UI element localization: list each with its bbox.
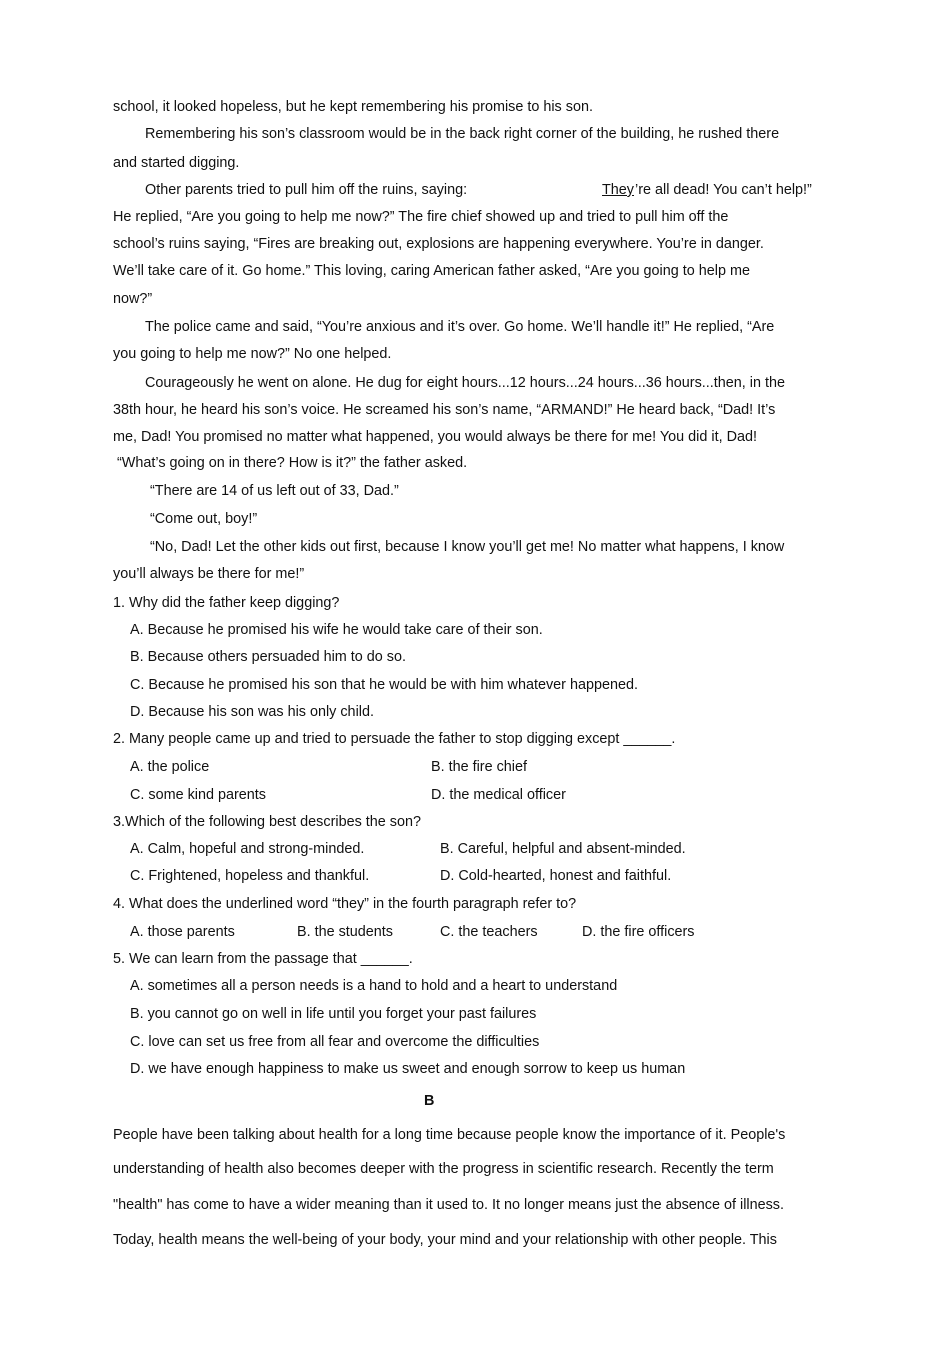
question-stem: 1. Why did the father keep digging? xyxy=(113,595,340,611)
question-stem: 4. What does the underlined word “they” in the fourth paragraph refer to? xyxy=(113,896,577,912)
answer-option: D. the medical officer xyxy=(431,787,566,803)
answer-option: A. those parents xyxy=(130,924,235,940)
answer-option: C. love can set us free from all fear and overcome the difficulties xyxy=(130,1034,540,1050)
question-stem: 3.Which of the following best describes the son? xyxy=(113,814,421,830)
story-line: “There are 14 of us left out of 33, Dad.” xyxy=(150,483,399,499)
question-stem: 5. We can learn from the passage that ______. xyxy=(113,951,413,967)
passage-line: "health" has come to have a wider meaning than it used to. It no longer means just the absence of illness. xyxy=(113,1197,784,1213)
story-line: Remembering his son’s classroom would be in the back right corner of the building, he rushed there xyxy=(145,126,780,142)
story-line: school’s ruins saying, “Fires are breaking out, explosions are happening everywhere. You’re in danger. xyxy=(113,236,764,252)
answer-option: C. some kind parents xyxy=(130,787,266,803)
answer-option: C. Because he promised his son that he would be with him whatever happened. xyxy=(130,677,638,693)
answer-option: B. the fire chief xyxy=(431,759,527,775)
answer-option: B. Because others persuaded him to do so. xyxy=(130,649,406,665)
passage-line: understanding of health also becomes deeper with the progress in scientific research. Recently the term xyxy=(113,1161,774,1177)
story-line: 38th hour, he heard his son’s voice. He screamed his son’s name, “ARMAND!” He heard back, “Dad! It’s xyxy=(113,402,776,418)
story-line: Other parents tried to pull him off the ruins, saying: xyxy=(145,182,468,198)
answer-option: A. sometimes all a person needs is a hand to hold and a heart to understand xyxy=(130,978,618,994)
question-stem: 2. Many people came up and tried to persuade the father to stop digging except ______. xyxy=(113,731,676,747)
answer-option: A. Because he promised his wife he would take care of their son. xyxy=(130,622,543,638)
answer-option: A. the police xyxy=(130,759,210,775)
answer-option: D. Because his son was his only child. xyxy=(130,704,374,720)
answer-option: D. the fire officers xyxy=(582,924,695,940)
answer-option: B. you cannot go on well in life until you forget your past failures xyxy=(130,1006,537,1022)
story-line: We’ll take care of it. Go home.” This loving, caring American father asked, “Are you going to help me xyxy=(113,263,750,279)
story-line: ’re all dead! You can’t help!” xyxy=(635,182,812,198)
passage-line: People have been talking about health for a long time because people know the importance of it. People's xyxy=(113,1127,786,1143)
passage-line: Today, health means the well-being of your body, your mind and your relationship with other people. This xyxy=(113,1232,777,1248)
story-line: you’ll always be there for me!” xyxy=(113,566,305,582)
story-line: me, Dad! You promised no matter what happened, you would always be there for me! You did it, Dad! xyxy=(113,429,757,445)
story-line: and started digging. xyxy=(113,155,240,171)
story-line: school, it looked hopeless, but he kept remembering his promise to his son. xyxy=(113,99,593,115)
answer-option: C. the teachers xyxy=(440,924,538,940)
story-line: “Come out, boy!” xyxy=(150,511,258,527)
answer-option: D. we have enough happiness to make us sweet and enough sorrow to keep us human xyxy=(130,1061,686,1077)
section-heading: B xyxy=(424,1093,435,1109)
answer-option: B. Careful, helpful and absent-minded. xyxy=(440,841,686,857)
story-line: He replied, “Are you going to help me now?” The fire chief showed up and tried to pull him off the xyxy=(113,209,729,225)
story-line: you going to help me now?” No one helped. xyxy=(113,346,392,362)
answer-option: C. Frightened, hopeless and thankful. xyxy=(130,868,370,884)
story-line: “What’s going on in there? How is it?” the father asked. xyxy=(117,455,468,471)
story-line: “No, Dad! Let the other kids out first, because I know you’ll get me! No matter what happens, I know xyxy=(150,539,785,555)
story-line: now?” xyxy=(113,291,153,307)
answer-option: D. Cold-hearted, honest and faithful. xyxy=(440,868,672,884)
underlined-word-they: They xyxy=(602,182,634,198)
story-line: Courageously he went on alone. He dug for eight hours...12 hours...24 hours...36 hours...then, in the xyxy=(145,375,785,391)
answer-option: B. the students xyxy=(297,924,393,940)
answer-option: A. Calm, hopeful and strong-minded. xyxy=(130,841,365,857)
story-line: The police came and said, “You’re anxious and it’s over. Go home. We’ll handle it!” He replied, “Are xyxy=(145,319,775,335)
